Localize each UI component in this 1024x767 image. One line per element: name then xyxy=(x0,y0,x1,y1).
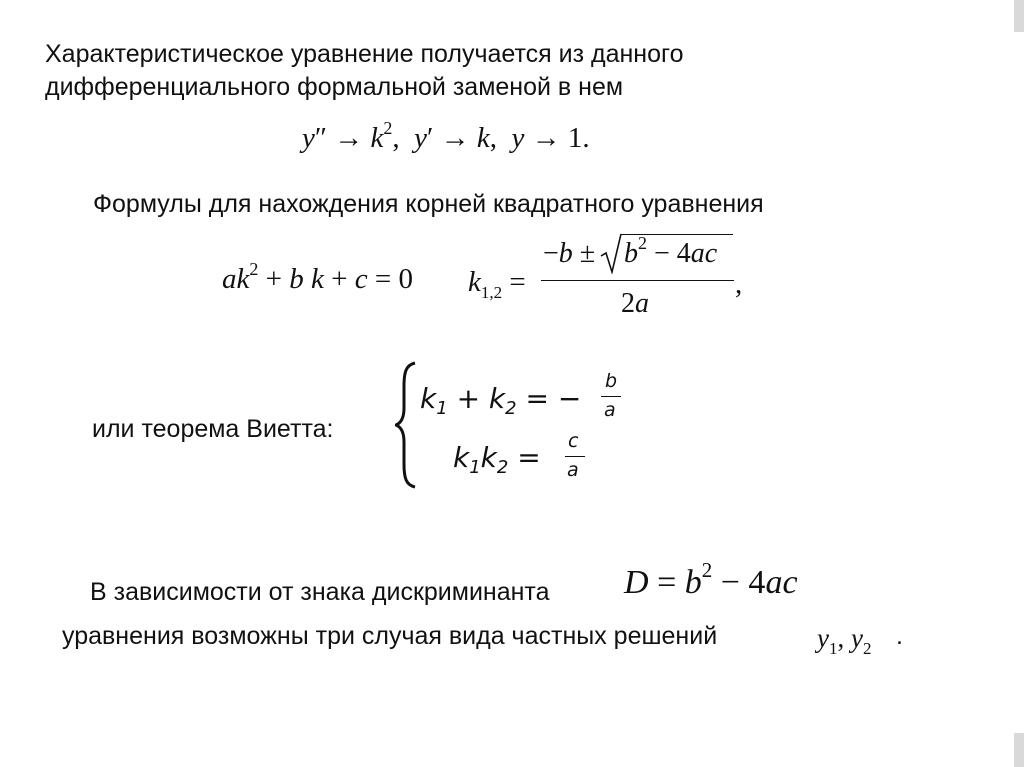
quadratic-equation: $ak^2 + b$ k + c = 0 xyxy=(222,259,413,295)
vieta-product-lhs: $k_1k_2$ = xyxy=(453,441,541,478)
discriminant-period: . xyxy=(896,622,903,650)
edge-strip-bottom xyxy=(1014,733,1024,767)
sqrt-radicand: $b^2 - 4ac$ xyxy=(624,233,718,269)
roots-numerator: −b ± xyxy=(543,238,596,269)
vieta-sum-lhs: $k_1 + k_2$ = − xyxy=(420,382,582,419)
vieta-sum-frac-num: b xyxy=(605,370,618,392)
vieta-product-frac-den: a xyxy=(567,459,579,481)
roots-lhs: $k_{1,2}$ = xyxy=(468,266,526,302)
vieta-label: или теорема Виетта: xyxy=(92,415,334,443)
vieta-sum-frac-den: a xyxy=(604,399,616,421)
roots-trailing-comma: , xyxy=(735,268,743,300)
substitution-formula: $y'' \to k^2$, y′ → k, y → 1. xyxy=(302,118,590,154)
system-brace xyxy=(395,360,417,490)
roots-heading: Формулы для нахождения корней квадратного уравнения xyxy=(93,190,764,218)
vieta-product-frac-bar xyxy=(565,456,585,457)
discriminant-text-line-1: В зависимости от знака дискриминанта xyxy=(90,578,550,606)
edge-strip-top xyxy=(1014,0,1024,32)
vieta-product-frac-num: c xyxy=(568,430,579,452)
discriminant-text-line-2: уравнения возможны три случая вида частных решений xyxy=(62,622,718,650)
particular-solutions: $y_1$, $y_2$ xyxy=(817,623,872,658)
roots-denominator: 2a xyxy=(621,288,649,319)
intro-line-1: Характеристическое уравнение получается из данного xyxy=(45,40,684,68)
sqrt-sign xyxy=(600,232,622,274)
discriminant-formula: $D = b^2 - 4ac$ xyxy=(624,558,798,601)
roots-fraction-bar xyxy=(541,280,734,281)
intro-line-2: дифференциального формальной заменой в нем xyxy=(45,73,624,101)
vieta-sum-frac-bar xyxy=(601,396,621,397)
